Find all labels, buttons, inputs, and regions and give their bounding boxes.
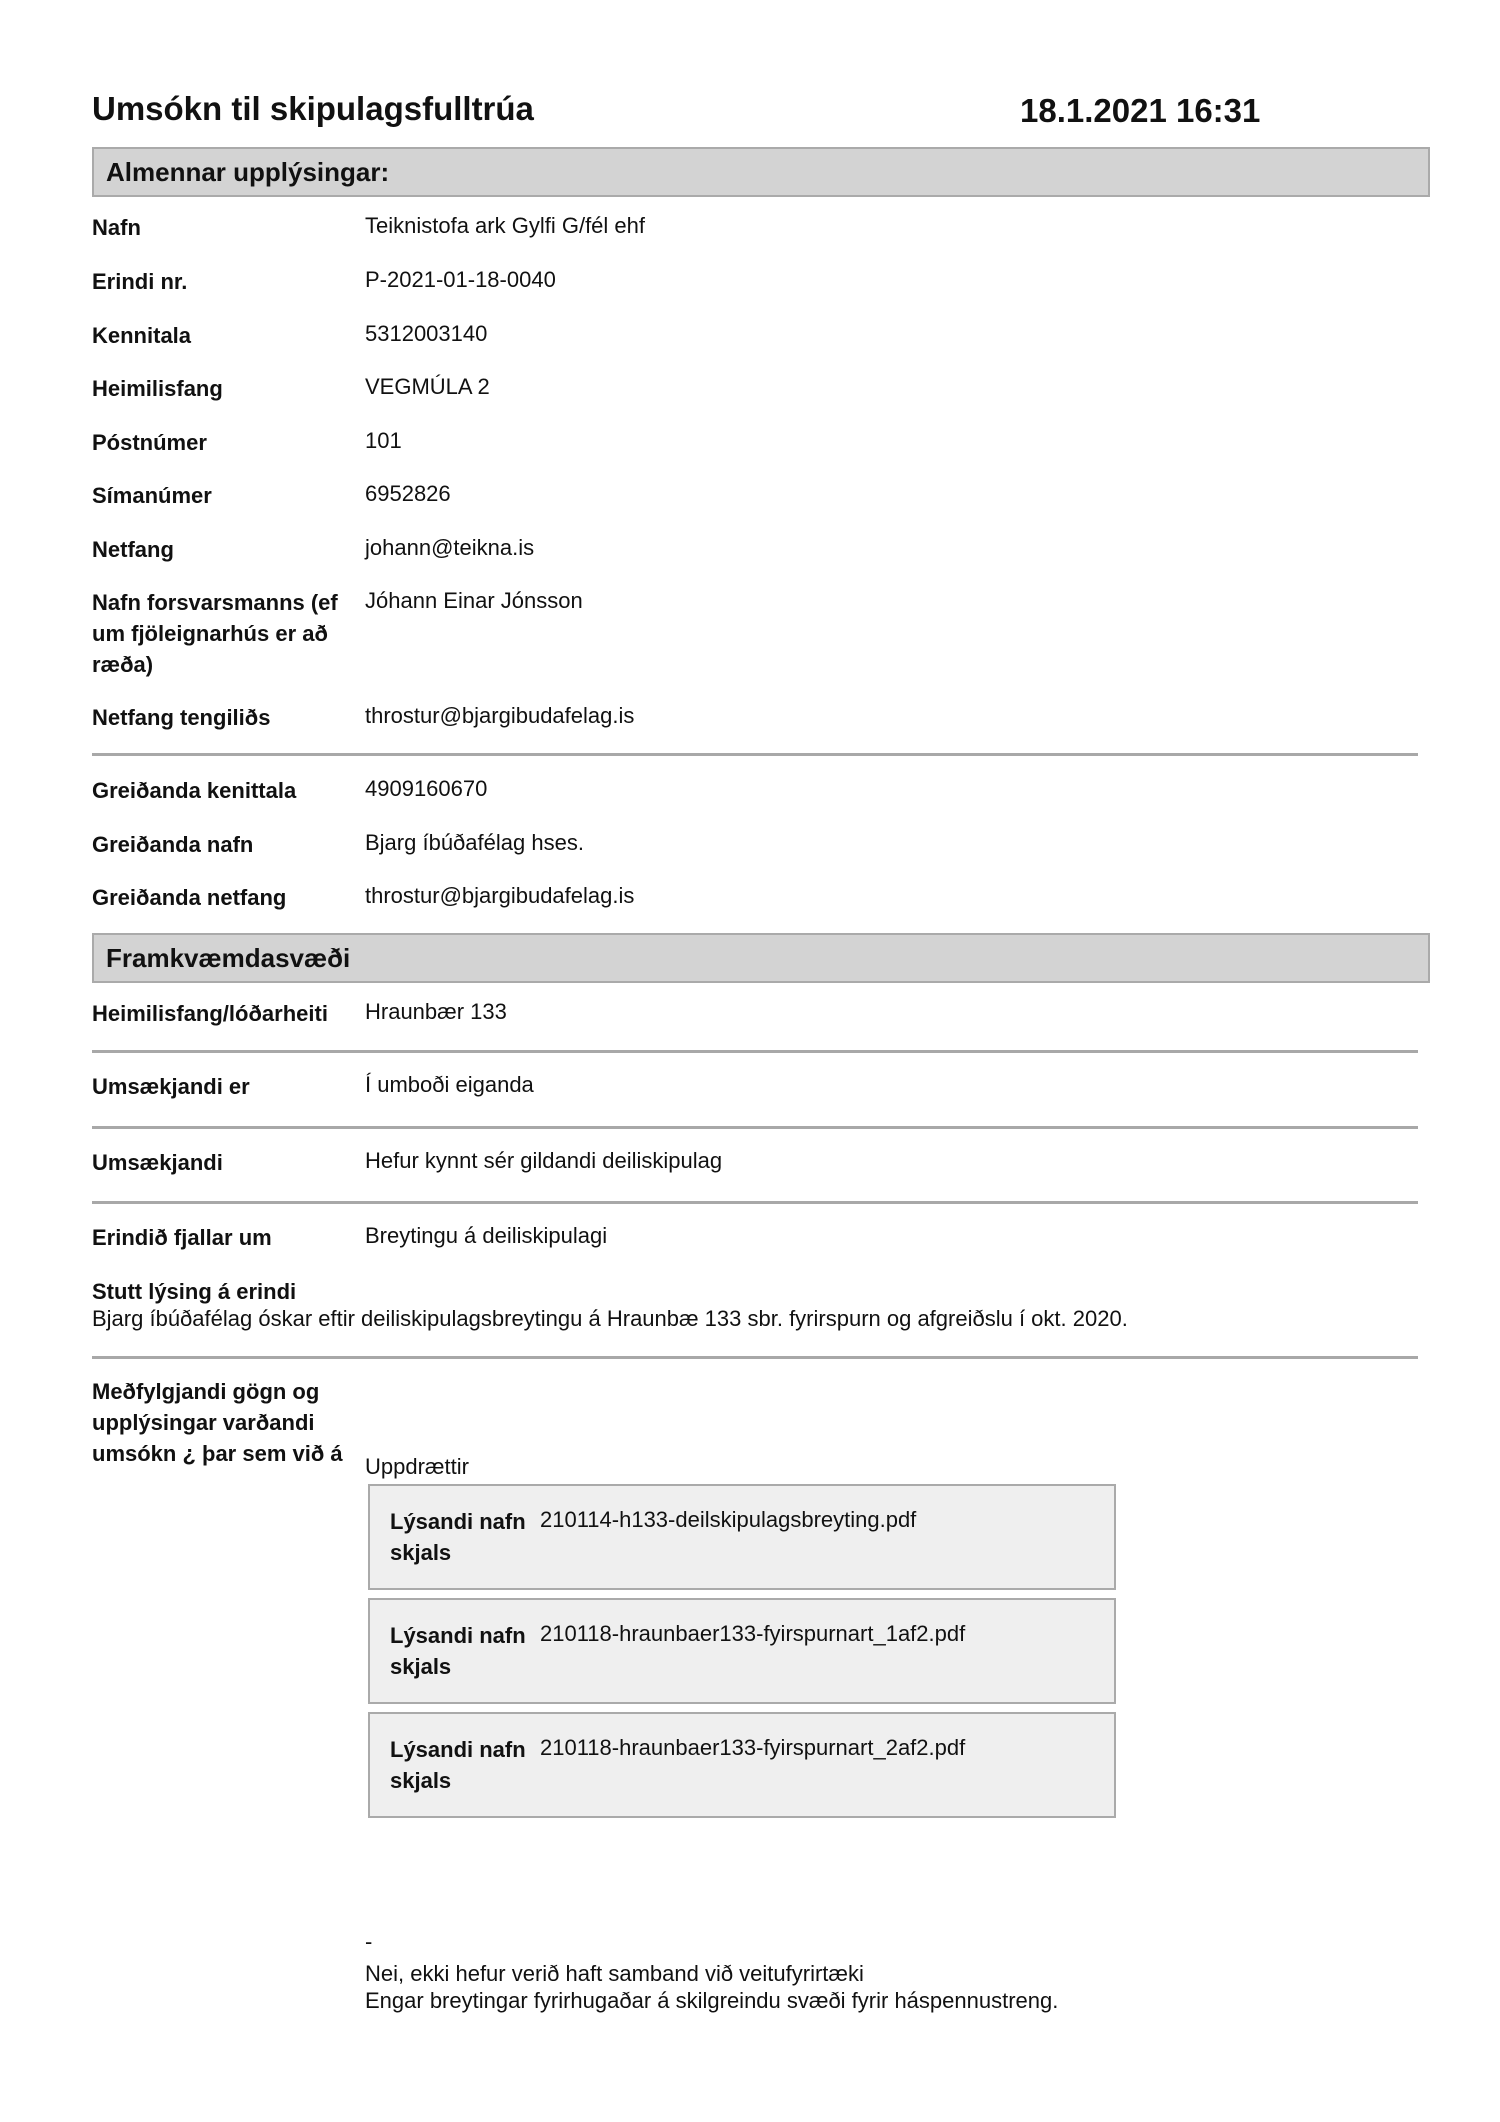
divider: [92, 753, 1418, 756]
field-label: Netfang: [92, 537, 174, 562]
field-value: Hraunbær 133: [365, 999, 507, 1024]
file-label: Lýsandi nafn skjals: [390, 1737, 526, 1793]
field-value: Bjarg íbúðafélag hses.: [365, 830, 584, 855]
field-label: Umsækjandi: [92, 1150, 223, 1175]
field-label: Erindi nr.: [92, 269, 188, 294]
divider: [92, 1201, 1418, 1204]
field-label: Nafn: [92, 215, 141, 240]
page-title: Umsókn til skipulagsfulltrúa: [92, 90, 534, 127]
attachment-file[interactable]: [368, 1484, 1116, 1590]
high-voltage-note: Engar breytingar fyrirhugaðar á skilgreindu svæði fyrir háspennustreng.: [365, 1988, 1059, 2013]
file-label: Lýsandi nafn skjals: [390, 1623, 526, 1679]
divider: [92, 1126, 1418, 1129]
field-value: Í umboði eiganda: [365, 1072, 534, 1097]
short-description-text: Bjarg íbúðafélag óskar eftir deiliskipulagsbreytingu á Hraunbæ 133 sbr. fyrirspurn og afgreiðslu í okt. 2020.: [92, 1306, 1128, 1331]
divider: [92, 1050, 1418, 1053]
field-label: Umsækjandi er: [92, 1074, 250, 1099]
field-value: 6952826: [365, 481, 451, 506]
attachments-group-label: Uppdrættir: [365, 1454, 469, 1479]
field-label: Greiðanda nafn: [92, 832, 254, 857]
field-label: Greiðanda kenittala: [92, 778, 297, 803]
field-value: Hefur kynnt sér gildandi deiliskipulag: [365, 1148, 723, 1173]
section-project-heading: Framkvæmdasvæði: [92, 933, 1430, 983]
field-label: Nafn forsvarsmanns (ef um fjöleignarhús er að ræða): [92, 590, 338, 677]
file-name[interactable]: 210114-h133-deilskipulagsbreyting.pdf: [540, 1507, 917, 1532]
field-value: 5312003140: [365, 321, 488, 346]
field-value: johann@teikna.is: [365, 535, 535, 560]
field-label: Netfang tengiliðs: [92, 705, 271, 730]
utility-contact-note: Nei, ekki hefur verið haft samband við veitufyrirtæki: [365, 1961, 864, 1986]
file-label: Lýsandi nafn skjals: [390, 1509, 526, 1565]
field-label: Heimilisfang/lóðarheiti: [92, 1001, 328, 1026]
field-value: Breytingu á deiliskipulagi: [365, 1223, 608, 1248]
field-label: Greiðanda netfang: [92, 885, 287, 910]
file-name[interactable]: 210118-hraunbaer133-fyirspurnart_2af2.pdf: [540, 1735, 966, 1760]
field-label: Símanúmer: [92, 483, 212, 508]
submission-datetime: 18.1.2021 16:31: [1020, 92, 1261, 129]
field-value: 101: [365, 428, 402, 453]
attachments-label: Meðfylgjandi gögn og upplýsingar varðandi umsókn ¿ þar sem við á: [92, 1379, 343, 1466]
field-value: Jóhann Einar Jónsson: [365, 588, 583, 613]
field-value: VEGMÚLA 2: [365, 374, 490, 399]
divider: [92, 1356, 1418, 1359]
short-description-label: Stutt lýsing á erindi: [92, 1279, 297, 1304]
dash-marker: -: [365, 1929, 373, 1954]
attachment-file[interactable]: [368, 1598, 1116, 1704]
field-label: Erindið fjallar um: [92, 1225, 272, 1250]
field-value: throstur@bjargibudafelag.is: [365, 703, 635, 728]
field-value: 4909160670: [365, 776, 488, 801]
attachment-file[interactable]: [368, 1712, 1116, 1818]
field-value: throstur@bjargibudafelag.is: [365, 883, 635, 908]
field-label: Heimilisfang: [92, 376, 223, 401]
field-label: Póstnúmer: [92, 430, 207, 455]
field-value: Teiknistofa ark Gylfi G/fél ehf: [365, 213, 645, 238]
field-value: P-2021-01-18-0040: [365, 267, 556, 292]
section-general-heading: Almennar upplýsingar:: [92, 147, 1430, 197]
file-name[interactable]: 210118-hraunbaer133-fyirspurnart_1af2.pdf: [540, 1621, 966, 1646]
field-label: Kennitala: [92, 323, 192, 348]
